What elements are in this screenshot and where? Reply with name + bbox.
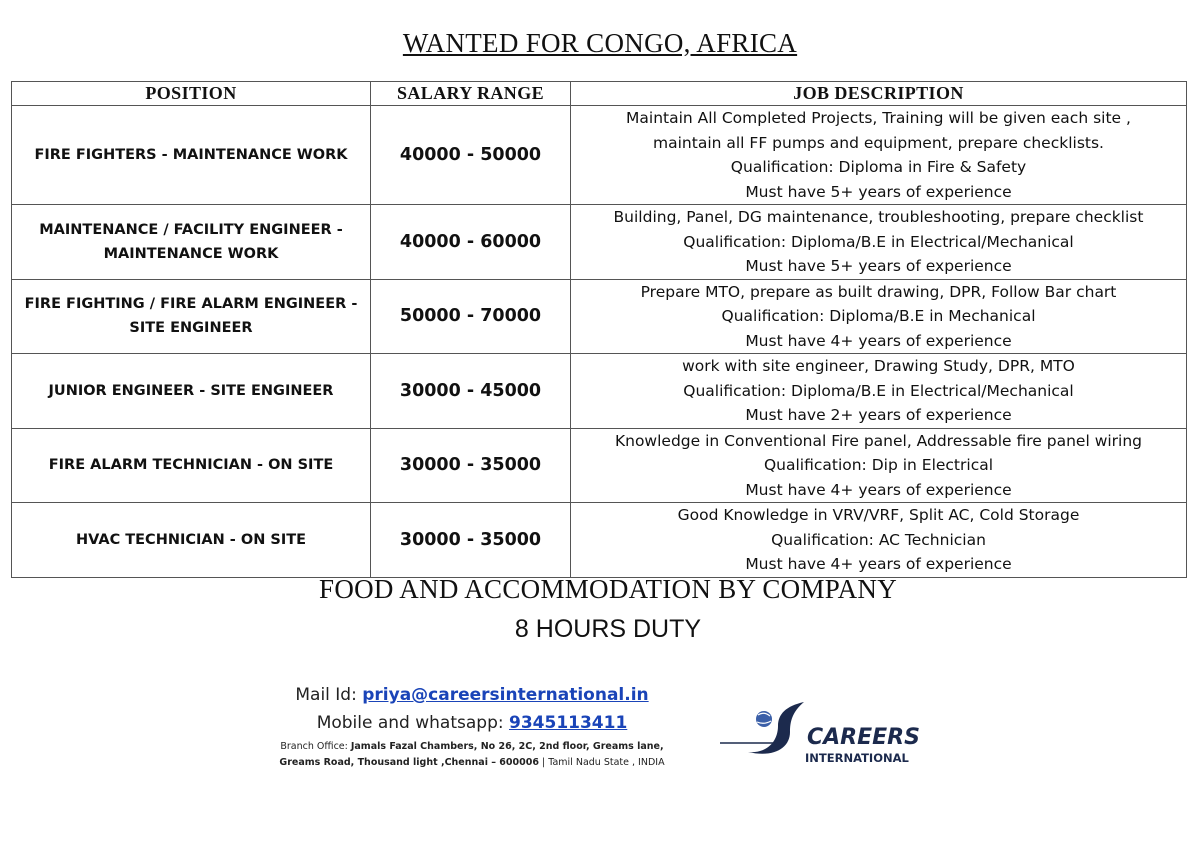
table-row xyxy=(12,106,1187,205)
description-cell xyxy=(571,354,1187,429)
logo-graphic xyxy=(712,678,934,776)
mobile-label: Mobile and whatsapp: xyxy=(316,713,509,733)
description-line: Qualification: Diploma/B.E in Electrical/Mechanical xyxy=(683,381,1074,400)
position-cell xyxy=(12,354,371,429)
description-cell xyxy=(571,205,1187,280)
description-line: Must have 5+ years of experience xyxy=(745,182,1012,201)
description-line: maintain all FF pumps and equipment, prepare checklists. xyxy=(653,133,1104,152)
branch-address xyxy=(262,739,682,771)
mail-line xyxy=(262,681,682,709)
description-line: Prepare MTO, prepare as built drawing, DPR, Follow Bar chart xyxy=(640,282,1117,301)
mail-label: Mail Id: xyxy=(295,685,363,705)
description-line: Must have 4+ years of experience xyxy=(745,331,1012,350)
table-row xyxy=(12,205,1187,280)
description-line: Qualification: Diploma/B.E in Mechanical xyxy=(721,307,1036,325)
description-line: work with site engineer, Drawing Study, DPR, MTO xyxy=(682,357,1075,375)
column-header-salary: SALARY RANGE xyxy=(371,82,571,106)
description-line: Knowledge in Conventional Fire panel, Addressable fire panel wiring xyxy=(614,431,1143,450)
table-row xyxy=(12,428,1187,503)
position-cell xyxy=(12,428,371,503)
description-line: Must have 2+ years of experience xyxy=(745,406,1012,424)
column-header-description: JOB DESCRIPTION xyxy=(571,82,1187,106)
column-header-position: POSITION xyxy=(12,82,371,106)
phone-link[interactable]: 9345113411 xyxy=(509,713,628,733)
table-row xyxy=(12,279,1187,354)
description-cell xyxy=(571,428,1187,503)
position-line: FIRE FIGHTING / FIRE ALARM ENGINEER - xyxy=(24,296,358,313)
swoosh-icon xyxy=(748,702,804,754)
position-cell xyxy=(12,106,371,205)
duty-hours-note: 8 HOURS DUTY xyxy=(514,615,702,643)
position-line: HVAC TECHNICIAN - ON SITE xyxy=(75,531,307,548)
description-line: Must have 4+ years of experience xyxy=(745,480,1012,499)
table-row xyxy=(12,503,1187,578)
description-line: Qualification: Diploma/B.E in Electrical/Mechanical xyxy=(683,232,1074,251)
salary-cell: 50000 - 70000 xyxy=(371,279,571,354)
description-line: Maintain All Completed Projects, Training will be given each site , xyxy=(626,109,1131,127)
branch-address-line2: Greams Road, Thousand light ,Chennai – 600006 xyxy=(279,757,539,768)
branch-state: Tamil Nadu State , INDIA xyxy=(548,757,665,768)
salary-cell: 40000 - 60000 xyxy=(371,205,571,280)
description-line: Qualification: Diploma in Fire & Safety xyxy=(730,158,1027,176)
branch-address-line1: Jamals Fazal Chambers, No 26, 2C, 2nd floor, Greams lane, xyxy=(350,741,664,752)
email-link[interactable]: priya@careersinternational.in xyxy=(362,685,649,705)
contact-block xyxy=(262,681,682,771)
description-line: Building, Panel, DG maintenance, troubleshooting, prepare checklist xyxy=(613,208,1144,226)
careers-international-logo xyxy=(712,678,934,776)
description-cell xyxy=(571,106,1187,205)
mobile-line xyxy=(262,709,682,737)
position-cell xyxy=(12,503,371,578)
description-line: Must have 5+ years of experience xyxy=(745,257,1012,275)
branch-separator: | xyxy=(538,757,549,768)
position-line: SITE ENGINEER xyxy=(129,320,253,337)
position-line: MAINTENANCE / FACILITY ENGINEER - xyxy=(39,221,343,238)
salary-cell: 40000 - 50000 xyxy=(371,106,571,205)
table-row xyxy=(12,354,1187,429)
position-line: JUNIOR ENGINEER - SITE ENGINEER xyxy=(48,382,334,399)
food-accommodation-note: FOOD AND ACCOMMODATION BY COMPANY xyxy=(319,574,897,604)
salary-cell: 30000 - 35000 xyxy=(371,503,571,578)
description-line: Must have 4+ years of experience xyxy=(745,555,1012,573)
position-cell xyxy=(12,205,371,280)
description-line: Qualification: Dip in Electrical xyxy=(763,456,994,474)
logo-name-top: CAREERS xyxy=(807,725,920,750)
position-line: FIRE ALARM TECHNICIAN - ON SITE xyxy=(48,457,334,474)
description-cell xyxy=(571,279,1187,354)
position-line: FIRE FIGHTERS - MAINTENANCE WORK xyxy=(34,147,348,163)
table-header-row xyxy=(12,82,1187,106)
salary-cell: 30000 - 45000 xyxy=(371,354,571,429)
description-cell xyxy=(571,503,1187,578)
logo-name-bottom: INTERNATIONAL xyxy=(805,751,909,765)
branch-label: Branch Office: xyxy=(280,741,351,752)
page-title: WANTED FOR CONGO, AFRICA xyxy=(402,28,798,58)
salary-cell: 30000 - 35000 xyxy=(371,428,571,503)
description-line: Good Knowledge in VRV/VRF, Split AC, Cold Storage xyxy=(677,506,1080,524)
description-line: Qualification: AC Technician xyxy=(771,530,986,549)
position-line: MAINTENANCE WORK xyxy=(103,245,279,262)
jobs-table xyxy=(11,81,1187,578)
position-cell xyxy=(12,279,371,354)
